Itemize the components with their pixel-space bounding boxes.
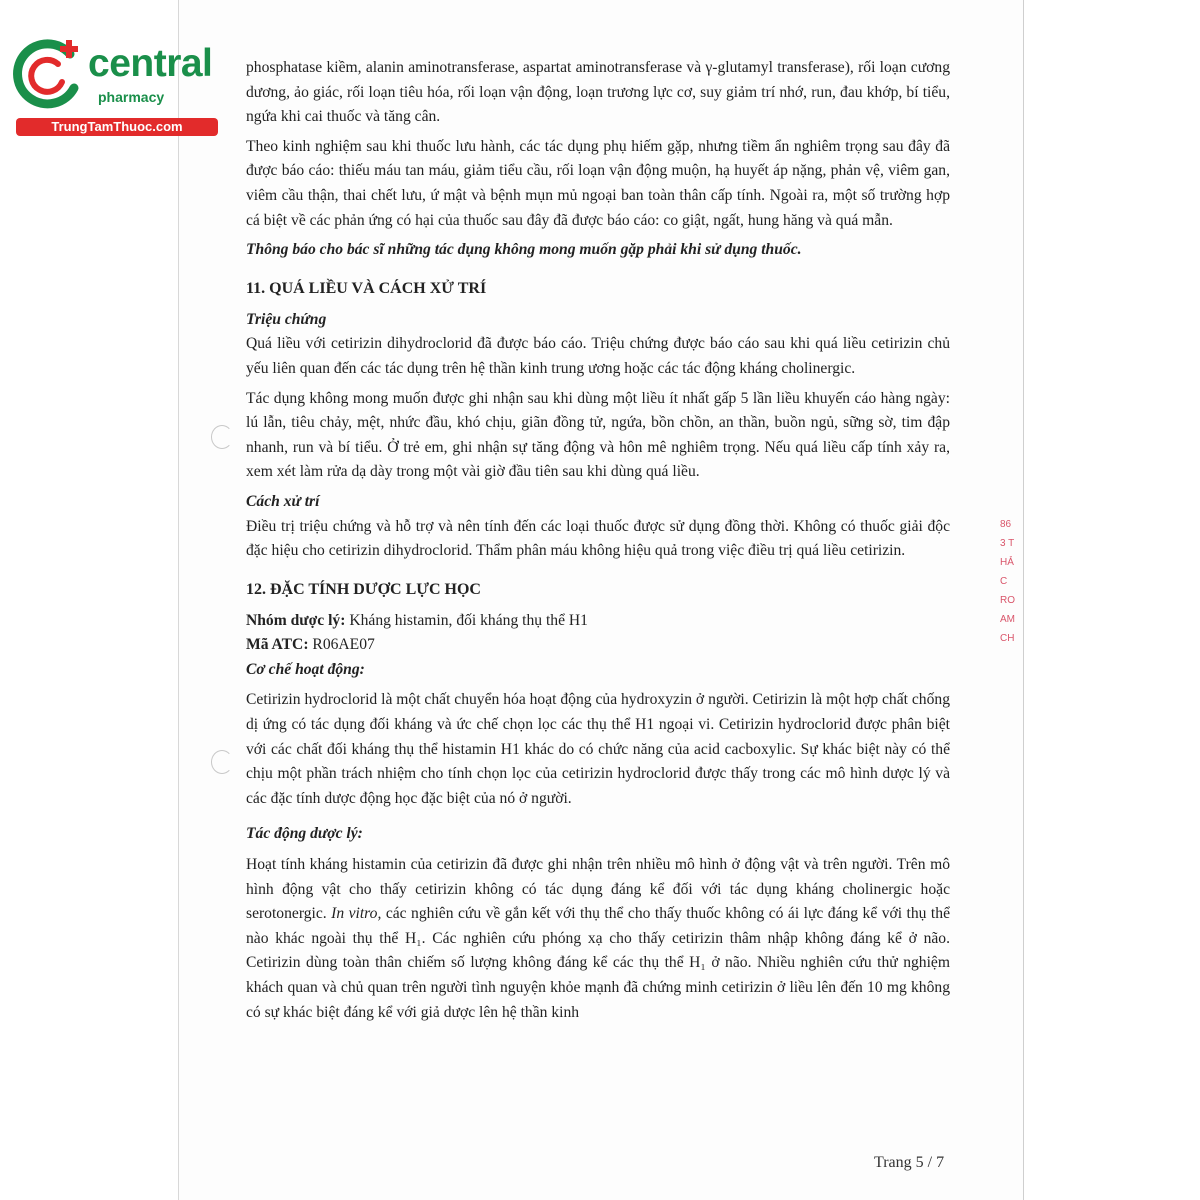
atc-code-value: R06AE07 [308,636,375,654]
atc-code-label: Mã ATC: [246,636,309,654]
page-number: Trang 5 / 7 [874,1154,945,1171]
atc-code [246,633,950,658]
paragraph-side-effects-2: Theo kinh nghiệm sau khi thuốc lưu hành, các tác dụng phụ hiếm gặp, nhưng tiềm ẩn nghiêm trọng sau đây đã được báo cáo: thiếu máu tan máu, giảm tiểu cầu, rối loạn vận động muộn, hạ huyết áp nặng, phản vệ, viêm gan, viêm cầu thận, thai chết lưu, ứ mật và bệnh mụn mủ ngoại ban toàn thân cấp tính. Ngoài ra, một số trường hợp cá biệt về các phản ứng có hại của thuốc sau đây đã được báo cáo: co giật, ngất, hung hăng và quá mẫn. [246,137,950,229]
punch-hole-mark [211,425,233,449]
stamp-text: HẢ [1000,557,1014,568]
stamp-text: C [1000,576,1008,587]
treatment-title: Cách xử trí [246,492,320,510]
stamp-text: RO [1000,595,1015,606]
pharmacologic-effects-in-vitro: In vitro, [331,905,382,923]
paragraph-side-effects-1: phosphatase kiềm, alanin aminotransferase, aspartat aminotransferase và γ-glutamyl transferase), rối loạn cương dương, ảo giác, rối loạn tiêu hóa, rối loạn vận động, loạn trương lực cơ, suy giảm trí nhớ, run, đau khớp, bí tiểu, ngứa khi cai thuốc và tăng cân. [246,59,950,126]
pharmacologic-effects-text-b: các nghiên cứu về gắn kết với thụ thể cho thấy thuốc không có ái lực đáng kể với thụ thể nào khác ngoài thụ thể H₁. Các nghiên cứu phóng xạ cho thấy cetirizin thâm nhập không đáng kể ở não. Cetirizin dùng toàn thân chiếm số lượng không đáng kể các thụ thể H₁ ở não. Nhiều nghiên cứu thử nghiệm khách quan và chủ quan trên người tình nguyện khỏe mạnh đã chứng minh cetirizin ở liều lên đến 10 mg không có sự khác biệt đáng kể với giả dược lên hệ thần kinh [246,905,950,1021]
stamp-text: 3 T [1000,538,1015,549]
stamp-text: CH [1000,633,1015,644]
section-11-heading: 11. QUÁ LIỀU VÀ CÁCH XỬ TRÍ [246,279,487,297]
symptoms-paragraph-1: Quá liều với cetirizin dihydroclorid đã được báo cáo. Triệu chứng được báo cáo sau khi quá liều cetirizin chủ yếu liên quan đến các tác dụng trên hệ thần kinh trung ương hoặc các tác động kháng cholinergic. [246,335,950,377]
mechanism-title: Cơ chế hoạt động: [246,660,365,678]
pharmacologic-effects-text-a: Hoạt tính kháng histamin của cetirizin đã được ghi nhận trên nhiều mô hình ở động vật và trên người. Trên mô hình động vật cho thấy cetirizin không có tác dụng đáng kể đối với tác dụng kháng cholinergic hoặc serotonergic. [246,856,950,923]
doctor-notice: Thông báo cho bác sĩ những tác dụng không mong muốn gặp phải khi sử dụng thuốc. [246,241,802,259]
pharmacologic-group [246,609,950,634]
logo-website[interactable]: TrungTamThuoc.com [16,118,218,136]
pharmacologic-group-value: Kháng histamin, đối kháng thụ thể H1 [345,611,588,629]
pharmacologic-effects-paragraph [246,853,950,1025]
section-12-heading: 12. ĐẶC TÍNH DƯỢC LỰC HỌC [246,580,481,598]
mechanism-paragraph: Cetirizin hydroclorid là một chất chuyển hóa hoạt động của hydroxyzin ở người. Cetirizin là một hợp chất chống dị ứng có tác dụng đối kháng và ức chế chọn lọc các thụ thể H1 ngoại vi. Cetirizin hydroclorid được phân biệt với các chất đối kháng thụ thể histamin H1 khác do có chức năng của acid cacboxylic. Sự khác biệt này có thể chịu một phần trách nhiệm cho tính chọn lọc của cetirizin hydroclorid được thấy trong các mô hình dược lý và các đặc tính dược động học đặc biệt của nó ở người. [246,691,950,807]
red-stamp-fragment [1000,515,1024,665]
logo-brand-text: central [88,42,213,85]
treatment-paragraph: Điều trị triệu chứng và hỗ trợ và nên tính đến các loại thuốc được sử dụng đồng thời. Không có thuốc giải độc đặc hiệu cho cetirizin dihydroclorid. Thẩm phân máu không hiệu quả trong việc điều trị quá liều cetirizin. [246,517,950,560]
symptoms-paragraph-2: Tác dụng không mong muốn được ghi nhận sau khi dùng một liều ít nhất gấp 5 lần liều khuyến cáo hàng ngày: lú lẫn, tiêu chảy, mệt, nhức đầu, khó chịu, giãn đồng tử, ngứa, bồn chồn, an thần, buồn ngủ, sững sờ, tim đập nhanh, run và bí tiểu. Ở trẻ em, ghi nhận sự tăng động và hôn mê nghiêm trọng. Nếu quá liều cấp tính xảy ra, xem xét làm rửa dạ dày trong một vài giờ đầu tiên sau khi dùng quá liều. [246,389,950,481]
document-content [246,56,950,1030]
pharmacy-logo-icon [8,36,88,116]
stamp-text: AM [1000,614,1015,625]
logo-subtitle: pharmacy [98,89,165,105]
punch-hole-mark [211,750,233,774]
central-pharmacy-logo[interactable] [8,34,213,138]
stamp-text: 86 [1000,519,1012,530]
pharmacologic-group-label: Nhóm dược lý: [246,611,346,629]
symptoms-title: Triệu chứng [246,310,327,328]
pharmacologic-effects-title: Tác động dược lý: [246,825,363,843]
